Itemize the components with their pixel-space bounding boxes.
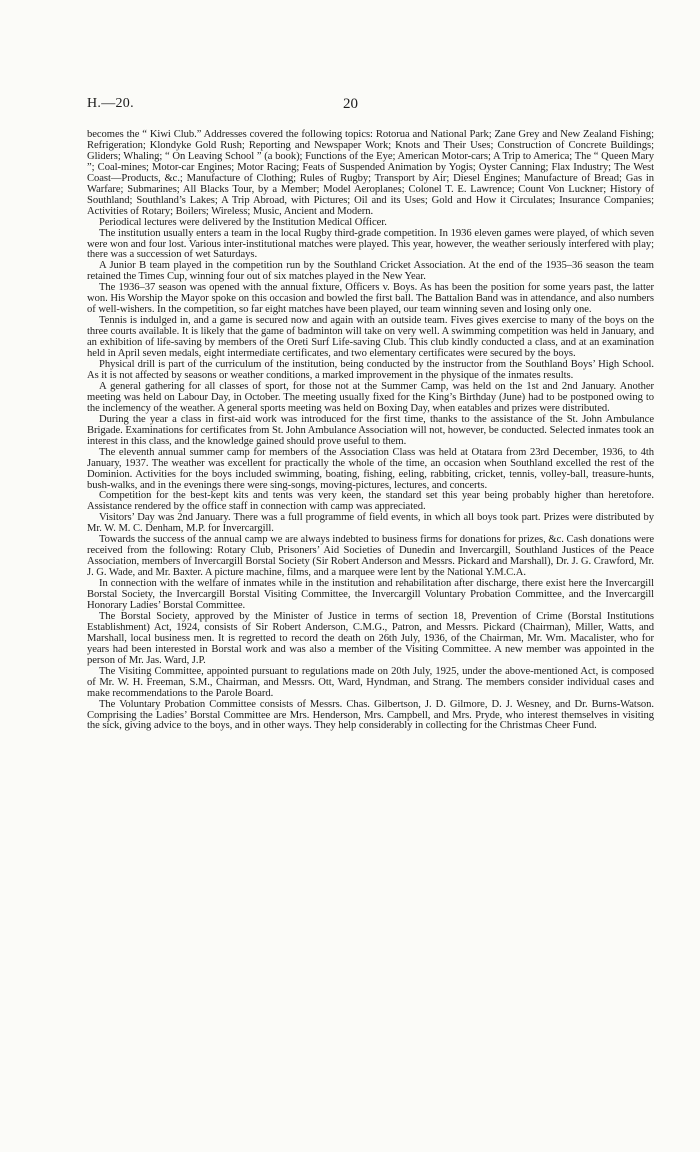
paragraph-physical-drill: Physical drill is part of the curriculum of the institution, being conducted by the instructor from the Southland Boys’ High School. As it is not affected by seasons or weather conditions, a marked improvement in the physique of the inmates results. bbox=[87, 359, 654, 381]
document-reference: H.—20. bbox=[87, 96, 134, 111]
paragraph-sports-gathering: A general gathering for all classes of sport, for those not at the Summer Camp, was held on the 1st and 2nd January. Another meeting was held on Labour Day, in October. The meeting usually fixed for the King’s Birthday (June) had to be postponed owing to the inclemency of the weather. A general sports meeting was held on Boxing Day, when eatables and prizes were distributed. bbox=[87, 380, 654, 414]
paragraph-cricket-season: The 1936–37 season was opened with the annual fixture, Officers v. Boys. As has been the position for some years past, the latter won. His Worship the Mayor spoke on this occasion and bowled the first ball. The Battalion Band was in attendance, and also numbers of well-wishers. In the competition, so far eight matches have been played, our team winning seven and losing only one. bbox=[87, 282, 654, 316]
body-text bbox=[87, 130, 654, 732]
paragraph-visiting-committee: The Visiting Committee, appointed pursuant to regulations made on 20th July, 1925, under the above-mentioned Act, is composed of Mr. W. H. Freeman, S.M., Chairman, and Messrs. Ott, Ward, Hyndman, and Strang. The members consider individual cases and make recommendations to the Parole Board. bbox=[87, 665, 654, 699]
paragraph-welfare: In connection with the welfare of inmates while in the institution and rehabilitation after discharge, there exist here the Invercargill Borstal Society, the Invercargill Borstal Visiting Committee, the Invercargill Voluntary Probation Committee, and the Invercargill Honorary Ladies’ Borstal Committee. bbox=[87, 578, 654, 611]
paragraph-junior-cricket: A Junior B team played in the competition run by the Southland Cricket Association. At the end of the 1935–36 season the team retained the Times Cup, winning four out of six matches played in the New Year. bbox=[87, 260, 654, 283]
paragraph-rugby: The institution usually enters a team in the local Rugby third-grade competition. In 1936 eleven games were played, of which seven were won and four lost. Various inter-institutional matches were played. This year, however, the weather seriously interfered with play; there was a succession of wet Saturdays. bbox=[87, 227, 654, 261]
paragraph-first-aid: During the year a class in first-aid work was introduced for the first time, thanks to the assistance of the St. John Ambulance Brigade. Examinations for certificates from St. John Ambulance Association will not, however, be conducted. Selected inmates took an interest in this class, and the knowledge gained should prove useful to them. bbox=[87, 413, 654, 447]
page-header bbox=[87, 96, 654, 118]
paragraph-probation-committee: The Voluntary Probation Committee consists of Messrs. Chas. Gilbertson, J. D. Gilmore, D. J. Wesney, and Dr. Burns-Watson. Comprising the Ladies’ Borstal Committee are Mrs. Henderson, Mrs. Campbell, and Mrs. Pryde, who interest themselves in visiting the sick, giving advice to the boys, and in other ways. They help considerably in collecting for the Christmas Cheer Fund. bbox=[87, 698, 654, 732]
paragraph-visitors-day: Visitors’ Day was 2nd January. There was a full programme of field events, in which all boys took part. Prizes were distributed by Mr. W. M. C. Denham, M.P. for Invercargill. bbox=[87, 512, 654, 535]
paragraph-medical-lectures: Periodical lectures were delivered by the Institution Medical Officer. bbox=[99, 216, 387, 228]
paragraph-borstal-society: The Borstal Society, approved by the Minister of Justice in terms of section 18, Prevention of Crime (Borstal Institutions Establishment) Act, 1924, consists of Sir Robert Anderson, C.M.G., Patron, and Messrs. Pickard (Chairman), Miller, Watts, and Marshall, local business men. It is regretted to record the death on 26th July, 1936, of the Chairman, Mr. Wm. Macalister, who for years had been interested in Borstal work and was also a member of the Visiting Committee. A new member was appointed in the person of Mr. Jas. Ward, J.P. bbox=[87, 610, 654, 666]
paragraph-lecture-topics: becomes the “ Kiwi Club.” Addresses covered the following topics: Rotorua and National Park; Zane Grey and New Zealand Fishing; Refrigeration; Klondyke Gold Rush; Reporting and Newspaper Work; Knots and Their Uses; Construction of Concrete Buildings; Gliders; Whaling; “ On Leaving School ” (a book); Functions of the Eye; American Motor-cars; A Trip to America; The “ Queen Mary ”; Coal-mines; Motor-car Engines; Motor Racing; Feats of Suspended Animation by Yogis; Oyster Canning; Flax Industry; The West Coast—Products, &c.; Manufacture of Clothing; Rules of Rugby; Transport by Air; Diesel Engines; Manufacture of Bread; Gas in Warfare; Submarines; All Blacks Tour, by a Member; Model Aeroplanes; Colonel T. E. Lawrence; Count Von Luckner; History of Southland; Southland’s Lakes; A Trip Abroad, with Pictures; Oil and its Uses; Gold and How it Circulates; Insurance Companies; Activities of Rotary; Boilers; Wireless; Music, Ancient and Modern. bbox=[87, 129, 654, 217]
paragraph-tennis-swimming: Tennis is indulged in, and a game is secured now and again with an outside team. Fives gives exercise to many of the boys on the three courts available. It is likely that the game of badminton will take on very well. A swimming competition was held in January, and an exhibition of life-saving by members of the Oreti Surf Life-saving Club. This club kindly conducted a class, and at an examination held in April seven medals, eight intermediate certificates, and two elementary certificates were secured by the boys. bbox=[87, 315, 654, 360]
paragraph-camp-competition: Competition for the best-kept kits and tents was very keen, the standard set this year being probably higher than heretofore. Assistance rendered by the office staff in connection with camp was appreciated. bbox=[87, 490, 654, 513]
paragraph-summer-camp: The eleventh annual summer camp for members of the Association Class was held at Otatara from 23rd December, 1936, to 4th January, 1937. The weather was excellent for practically the whole of the time, an occasion when Southland excelled the rest of the Dominion. Activities for the boys included swimming, boating, fishing, eeling, rabbiting, cricket, tennis, volley-ball, treasure-hunts, bush-walks, and in the evenings there were sing-songs, moving-pictures, lectures, and concerts. bbox=[87, 446, 654, 491]
page-number: 20 bbox=[343, 96, 358, 112]
paragraph-donations: Towards the success of the annual camp we are always indebted to business firms for donations for prizes, &c. Cash donations were received from the following: Rotary Club, Prisoners’ Aid Societies of Dunedin and Invercargill, Southland Justices of the Peace Association, members of Invercargill Borstal Society (Sir Robert Anderson and Messrs. Pickard and Marshall), Dr. J. G. Crawford, Mr. J. G. Wade, and Mr. Baxter. A picture machine, films, and a marquee were lent by the National Y.M.C.A. bbox=[87, 534, 654, 579]
